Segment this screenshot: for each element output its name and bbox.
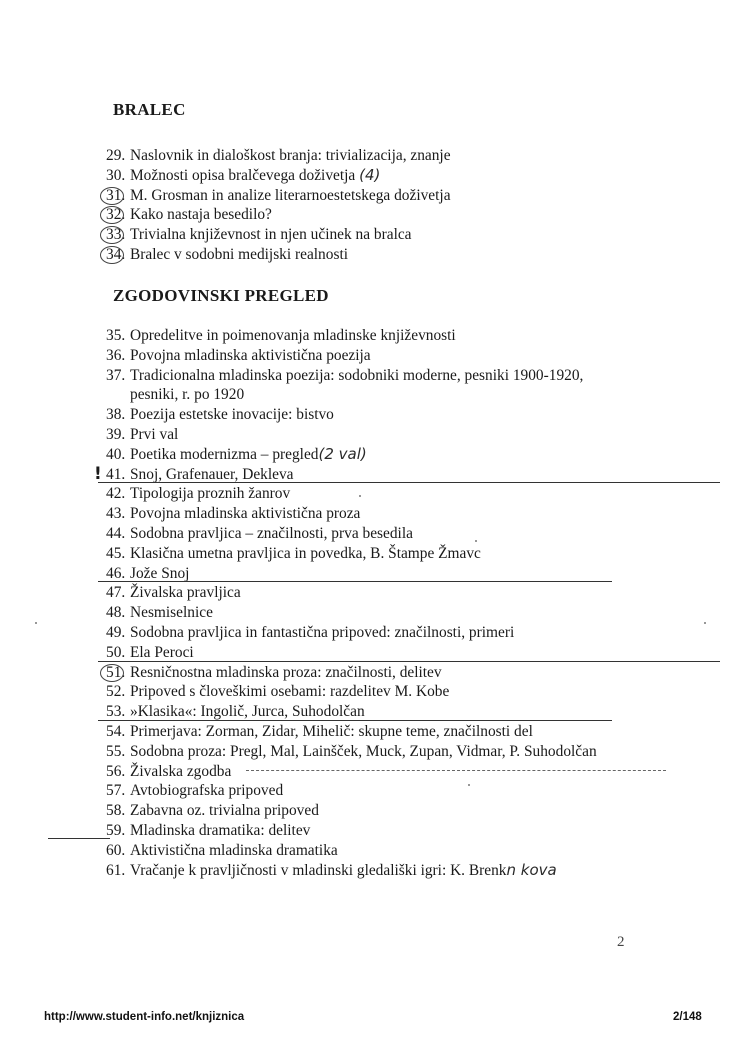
list-item: 52. Pripoved s človeškimi osebami: razdelitev M. Kobe — [106, 683, 450, 701]
list-item: ! 41. Snoj, Grafenauer, Dekleva — [106, 465, 600, 485]
scan-speck — [35, 622, 37, 624]
list-item: 49. Sodobna pravljica in fantastična pripoved: značilnosti, primeri — [106, 623, 515, 641]
list-item: 42. Tipologija proznih žanrov — [106, 485, 291, 503]
list-item: 47. Živalska pravljica — [106, 584, 241, 602]
list-item: 34. Bralec v sodobni medijski realnosti — [106, 245, 348, 263]
zgodovinski-pregled-list — [94, 326, 600, 880]
list-item: 61. Vračanje k pravljičnosti v mladinski gledališki igri: K. Brenkn kova — [106, 860, 557, 879]
section-title-zgodovinski-pregled: ZGODOVINSKI PREGLED — [113, 286, 329, 305]
list-item: 51. Resničnostna mladinska proza: značilnosti, delitev — [106, 663, 442, 681]
list-item: 53. »Klasika«: Ingolič, Jurca, Suhodolčan — [106, 702, 600, 722]
scan-speck — [475, 540, 477, 542]
handwritten-note: (4) — [359, 165, 381, 184]
list-item: 40. Poetika modernizma – pregled(2 val) — [106, 444, 367, 463]
bralec-list — [106, 146, 451, 265]
list-item: 30. Možnosti opisa bralčevega doživetja (4) — [106, 165, 381, 184]
list-item: 46. Jože Snoj — [106, 564, 600, 584]
list-item: 33. Trivialna književnost in njen učinek na bralca — [106, 226, 412, 244]
list-item: 59. Mladinska dramatika: delitev — [106, 821, 311, 839]
list-item: 55. Sodobna proza: Pregl, Mal, Lainšček, Muck, Zupan, Vidmar, P. Suhodolčan — [106, 742, 597, 760]
handwritten-line — [48, 838, 110, 839]
list-item: 43. Povojna mladinska aktivistična proza — [106, 505, 361, 523]
handwritten-note: n kova — [506, 860, 557, 879]
list-item: 38. Poezija estetske inovacije: bistvo — [106, 406, 334, 424]
list-item: 50. Ela Peroci — [106, 643, 600, 663]
list-item: 36. Povojna mladinska aktivistična poezija — [106, 346, 371, 364]
list-item: 60. Aktivistična mladinska dramatika — [106, 841, 338, 859]
list-item: 29. Naslovnik in dialoškost branja: trivializacija, znanje — [106, 147, 451, 164]
scan-speck — [468, 784, 470, 786]
list-item: 45. Klasična umetna pravljica in povedka, B. Štampe Žmavc — [106, 544, 481, 562]
scan-speck — [704, 622, 706, 624]
list-item: 58. Zabavna oz. trivialna pripoved — [106, 802, 319, 820]
page-number: 2 — [617, 934, 625, 950]
list-item: 48. Nesmiselnice — [106, 604, 213, 622]
list-item: 54. Primerjava: Zorman, Zidar, Mihelič: skupne teme, značilnosti del — [106, 722, 533, 740]
handwritten-note: (2 val) — [318, 444, 367, 463]
scan-speck — [359, 495, 361, 497]
list-item: 37. Tradicionalna mladinska poezija: sodobniki moderne, pesniki 1900-1920, pesniki, r. po 1920 — [106, 366, 584, 404]
list-item: 57. Avtobiografska pripoved — [106, 782, 284, 800]
exclamation-mark: ! — [94, 463, 102, 484]
section-title-bralec: BRALEC — [113, 100, 186, 119]
list-item: 31. M. Grosman in analize literarnoestetskega doživetja — [106, 186, 451, 204]
list-item: 35. Opredelitve in poimenovanja mladinske književnosti — [106, 327, 456, 344]
footer-url: http://www.student-info.net/knjiznica — [44, 1011, 245, 1023]
list-item: 44. Sodobna pravljica – značilnosti, prva besedila — [106, 524, 413, 542]
handwritten-line — [246, 770, 666, 771]
list-item: 39. Prvi val — [106, 425, 179, 443]
list-item: 56. Živalska zgodba — [106, 762, 232, 780]
list-item: 32. Kako nastaja besedilo? — [106, 206, 272, 224]
footer-page-count: 2/148 — [673, 1011, 702, 1023]
